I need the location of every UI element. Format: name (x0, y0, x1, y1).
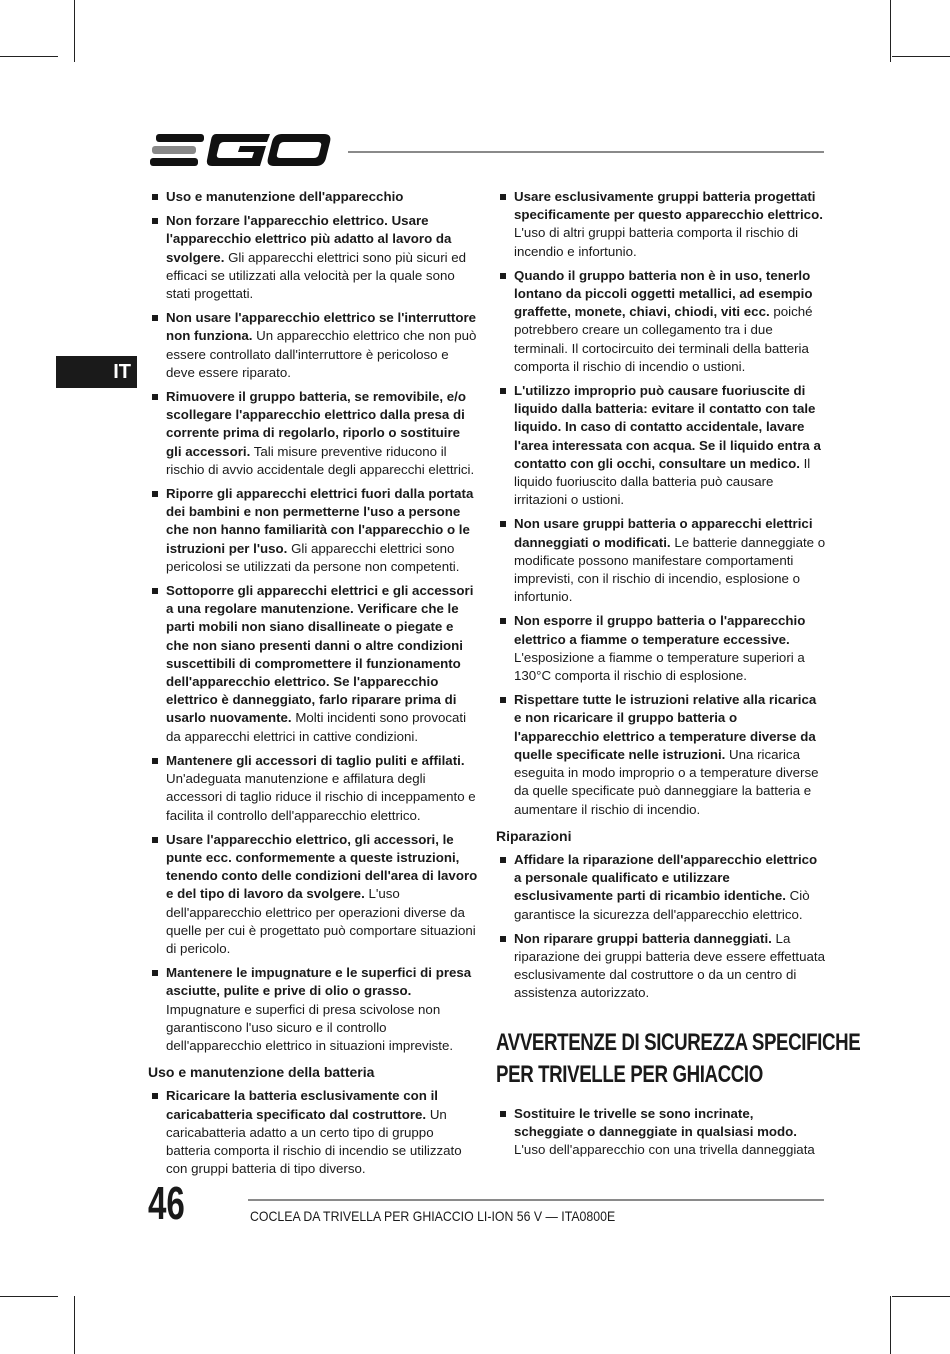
list-item (496, 691, 826, 818)
item-text: L'esposizione a fiamme o temperature superiori a 130°C comporta il rischio di esplosione. (514, 649, 805, 684)
item-text: Un'adeguata manutenzione e affilatura degli accessori di taglio riduce il rischio di inceppamento e facilita il controllo dell'apparecchio elettrico. (166, 771, 476, 823)
list-item (496, 515, 826, 606)
list-item (496, 267, 826, 376)
crop-mark (0, 56, 58, 57)
item-bold-text: Non usare gruppi batteria o apparecchi elettrici danneggiati o modificati. (514, 516, 813, 550)
item-bold-text: Riporre gli apparecchi elettrici fuori dalla portata dei bambini e non permetterne l'uso a persone che non hanno familiarità con l'apparecchio o le istruzioni per l'uso. (166, 486, 474, 556)
item-bold-text: Sottoporre gli apparecchi elettrici e gli accessori a una regolare manutenzione. Verificare che le parti mobili non siano disallineate o piegate e che non siano presenti danni o altre condizioni suscettibili di compromettere il funzionamento dell'apparecchio elettrico. Se l'apparecchio elettrico è danneggiato, farlo riparare prima di usarlo nuovamente. (166, 583, 474, 726)
header-rule (348, 151, 824, 153)
crop-mark (890, 1296, 891, 1354)
item-bold-text: Rimuovere il gruppo batteria, se removibile, e/o scollegare l'apparecchio elettrico dalla presa di corrente prima di regolarlo, riporlo o sostituire gli accessori. (166, 389, 466, 459)
item-bold-text: Mantenere le impugnature e le superfici di presa asciutte, pulite e prive di olio o grasso. (166, 965, 472, 999)
bullet-icon (500, 1111, 506, 1117)
item-bold-text: Sostituire le trivelle se sono incrinate, scheggiate o danneggiate in qualsiasi modo. (514, 1105, 797, 1139)
bullet-icon (152, 758, 158, 764)
item-bold-text: Non usare l'apparecchio elettrico se l'interruttore non funziona. (166, 310, 477, 344)
item-text: Gli apparecchi elettrici sono più sicuri ed efficaci se utilizzati alla velocità per la quale sono stati progettati. (166, 249, 467, 302)
item-text: Gli apparecchi elettrici sono pericolosi se utilizzati da persone non competenti. (166, 540, 460, 574)
footer-title: COCLEA DA TRIVELLA PER GHIACCIO LI-ION 56 V — ITA0800E (250, 1208, 616, 1224)
crop-mark (0, 1296, 58, 1297)
list-item (148, 582, 478, 746)
left-column (148, 188, 478, 1184)
list-item (148, 831, 478, 958)
footer-rule (248, 1199, 824, 1201)
bullet-icon (152, 491, 158, 497)
crop-mark (74, 0, 75, 62)
item-text: Il liquido fuoriuscito dalla batteria può causare irritazioni o ustioni. (514, 455, 811, 508)
item-text: Tali misure preventive riducono il rischio di avvio accidentale degli apparecchi elettrici. (166, 443, 475, 477)
item-text: Molti incidenti sono provocati da apparecchi elettrici in cattive condizioni. (166, 710, 467, 744)
list-item (496, 612, 826, 685)
crop-mark (74, 1296, 75, 1354)
list-item (148, 212, 478, 303)
item-bold-text: Rispettare tutte le istruzioni relative alla ricarica e non ricaricare il gruppo batteria o l'apparecchio elettrico a temperature diverse da quelle specificate nelle istruzioni. (514, 692, 817, 762)
bullet-icon (500, 697, 506, 703)
bullet-icon (500, 618, 506, 624)
subheading: Uso e manutenzione dell'apparecchio (166, 189, 404, 204)
page-number: 46 (148, 1177, 185, 1229)
item-text: Una ricarica eseguita in modo improprio o a temperature diverse da quelle specificate può danneggiare la batteria e aumentare il rischio di incendio. (514, 746, 819, 817)
item-text: L'uso di altri gruppi batteria comporta il rischio di incendio e infortunio. (514, 225, 799, 259)
bullet-icon (500, 521, 506, 527)
section-title (496, 1027, 861, 1091)
item-bold-text: Affidare la riparazione dell'apparecchio elettrico a personale qualificato e utilizzare esclusivamente parti di ricambio identiche. (514, 851, 818, 904)
item-bold-text: L'utilizzo improprio può causare fuoriuscite di liquido dalla batteria: evitare il contatto con tale liquido. In caso di contatto accidentale, lavare l'area interessata con acqua. Se il liquido entra a contatto con gli occhi, consultare un medico. (514, 383, 821, 471)
item-text: Ciò garantisce la sicurezza dell'apparecchio elettrico. (514, 888, 810, 922)
item-bold-text: Non esporre il gruppo batteria o l'apparecchio elettrico a fiamme o temperature eccessive. (514, 613, 806, 647)
item-text: poiché potrebbero creare un collegamento tra i due terminali. Il cortocircuito dei terminali della batteria comporta il rischio di incendio o ustioni. (514, 304, 813, 374)
list-item (148, 752, 478, 825)
bullet-icon (500, 194, 506, 200)
list-item (148, 309, 478, 382)
crop-mark (890, 0, 891, 62)
item-bold-text: Quando il gruppo batteria non è in uso, tenerlo lontano da piccoli oggetti metallici, ad esempio graffette, monete, chiavi, chiodi, viti ecc. (514, 267, 813, 320)
list-item (496, 930, 826, 1003)
bullet-icon (500, 388, 506, 394)
list-item (148, 964, 478, 1055)
crop-mark (892, 56, 950, 57)
bullet-icon (152, 837, 158, 843)
section-title-line: AVVERTENZE DI SICUREZZA SPECIFICHE (496, 1028, 861, 1056)
bullet-icon (500, 273, 506, 279)
list-item (496, 188, 826, 261)
bullet-icon (152, 1093, 158, 1099)
item-text: Le batterie danneggiate o modificate possono manifestare comportamenti imprevisti, con il rischio di incendio, esplosione o infortunio. (514, 534, 826, 605)
ego-logo (150, 128, 332, 172)
item-bold-text: Ricaricare la batteria esclusivamente con il caricabatteria specificato dal costruttore. (166, 1088, 438, 1122)
subheading: Riparazioni (496, 827, 572, 844)
list-item (148, 485, 478, 576)
item-bold-text: Mantenere gli accessori di taglio puliti e affilati. (166, 752, 465, 768)
list-item (148, 388, 478, 479)
bullet-icon (152, 588, 158, 594)
bullet-icon (152, 315, 158, 321)
language-tab: IT (56, 356, 137, 388)
right-column (496, 188, 861, 1165)
bullet-icon (152, 970, 158, 976)
list-item (496, 851, 826, 924)
item-bold-text: Non forzare l'apparecchio elettrico. Usare l'apparecchio elettrico più adatto al lavoro da svolgere. (166, 213, 452, 265)
item-text: Un caricabatteria adatto a un certo tipo di gruppo batteria comporta il rischio di incendio se utilizzato con gruppi batteria di tipo diverso. (166, 1106, 462, 1177)
bullet-icon (152, 194, 158, 200)
item-text: L'uso dell'apparecchio elettrico per operazioni diverse da quelle per cui è progettato può comportare situazioni di pericolo. (166, 886, 476, 956)
list-item (148, 1087, 478, 1178)
crop-mark (892, 1296, 950, 1297)
list-item (496, 382, 826, 509)
list-item (496, 1105, 826, 1160)
bullet-icon (152, 394, 158, 400)
item-text: Impugnature e superfici di presa scivolose non garantiscono l'uso sicuro e il controllo dell'apparecchio elettrico in situazioni impreviste. (166, 1001, 454, 1053)
bullet-icon (500, 936, 506, 942)
item-bold-text: Usare l'apparecchio elettrico, gli accessori, le punte ecc. conformemente a queste istruzioni, tenendo conto delle condizioni dell'area di lavoro e del tipo di lavoro da svolgere. (166, 831, 478, 902)
item-text: La riparazione dei gruppi batteria deve essere effettuata esclusivamente dal costruttore o da un centro di assistenza autorizzato. (514, 930, 825, 1001)
item-bold-text: Usare esclusivamente gruppi batteria progettati specificamente per questo apparecchio elettrico. (514, 189, 823, 223)
bullet-icon (500, 857, 506, 863)
bullet-icon (152, 218, 158, 224)
item-text: L'uso dell'apparecchio con una trivella danneggiata (514, 1141, 815, 1157)
list-item (148, 188, 478, 206)
section-title-line: PER TRIVELLE PER GHIACCIO (496, 1060, 763, 1088)
item-text: Un apparecchio elettrico che non può essere controllato dall'interruttore è pericoloso e deve essere riparato. (166, 328, 477, 380)
item-bold-text: Non riparare gruppi batteria danneggiati. (514, 930, 772, 946)
subheading: Uso e manutenzione della batteria (148, 1064, 375, 1081)
